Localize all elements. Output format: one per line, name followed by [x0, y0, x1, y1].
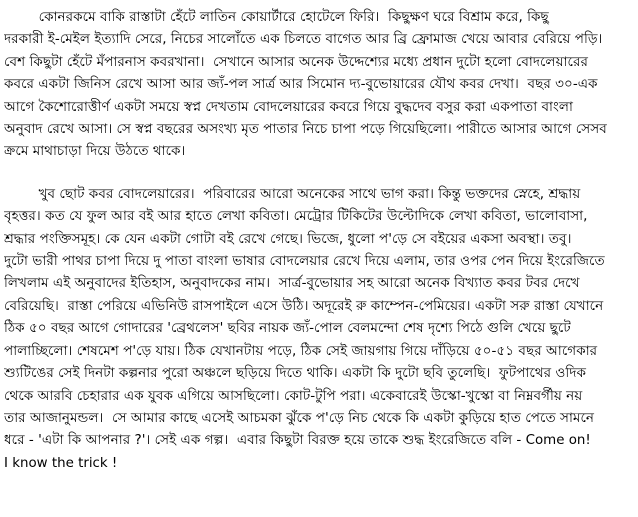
text-line-start: ধরে - 'এটা কি আপনার ?'। সেই এক গল্প। এবার কিছুটা বিরক্ত হয়ে তাকে শুদ্ধ ইংরেজিতে বলি -: [4, 432, 526, 449]
english-phrase: Come on!: [525, 433, 591, 449]
text-line: অনুবাদ রেখে আসা। সে স্বপ্ন বছরের অসংখ্য মৃত পাতার নিচে চাপা পড়ে গিয়েছিলো। পারীতে আসার আগে সেসব: [4, 121, 607, 138]
text-line: ক্রমে মাথাচাড়া দিয়ে উঠতে থাকে।: [4, 143, 186, 160]
text-line: শ্যুটিঙের সেই দিনটা কল্পনার পুরো অঞ্চলে ছড়িয়ে দিতে থাকি। একটা কি দুটো ছবি তুলেছি। ফুটপাথের ওদিক: [4, 365, 586, 382]
text-line: ঠিক ৫০ বছর আগে গোদারের 'ব্রেথলেস' ছবির নায়ক জ্যঁ-পোল বেলমন্দো শেষ দৃশ্যে পিঠে গুলি খেয়ে ছুটে: [4, 320, 571, 337]
text-line: থেকে আরবি চেহারার এক যুবক এগিয়ে আসছিলো। কোট-টুপি পরা। একেবারেই উস্কো-খুস্কো বা নিম্নবর্গীয় নয়: [4, 387, 583, 404]
text-line: দুটো ভারী পাথর চাপা দিয়ে দু পাতা বাংলা ভাষার বোদলেয়ার রেখে দিয়ে এলাম, তার ওপর পেন দিয়ে ইংরেজিতে: [4, 253, 605, 270]
text-line: শ্রদ্ধার পংক্তিসমূহ। কে যেন একটা গোটা বই রেখে গেছে। ভিজে, ধুলো প'ড়ে সে বইয়ের একসা অবস্থা। তবু।: [4, 230, 572, 247]
paragraph-1: [4, 6, 634, 163]
text-line: বৃহত্তর। কত যে ফুল আর বই আর হাতে লেখা কবিতা। মেট্রোর টিকিটের উল্টোদিকে লেখা কবিতা, ভালোবাসা,: [4, 208, 588, 225]
text-line: কোনরকমে বাকি রাস্তাটা হেঁটে লাতিন কোয়ার্টারে হোটেলে ফিরি। কিছুক্ষণ ঘরে বিশ্রাম করে, কিছু: [4, 9, 549, 25]
text-line: খুব ছোট কবর বোদলেয়ারের। পরিবারের আরো অনেকের সাথে ভাগ করা। কিন্তু ভক্তদের স্নেহে, শ্রদ্ধায়: [4, 185, 581, 202]
text-line: পালাচ্ছিলো। শেষমেশ প'ড়ে যায়। ঠিক যেখানটায় পড়ে, ঠিক সেই জায়গায় গিয়ে দাঁড়িয়ে ৫০-৫১ বছর আগেকার: [4, 342, 598, 359]
text-line: বেরিয়েছি। রাস্তা পেরিয়ে এভিনিউ রাসপাইলে এসে উঠি। অদূরেই রু কাম্পেন-পেমিয়ের। একটা সরু রাস্তা যেখানে: [4, 297, 604, 314]
text-line-with-english: [4, 429, 634, 452]
text-line: বেশ কিছুটা হেঁটে মঁপারনাস কবরখানা। সেখানে আসার অনেক উদ্দেশ্যের মধ্যে প্রধান দুটো হলো বোদলেয়ারের: [4, 53, 588, 70]
paragraph-2: [4, 183, 634, 475]
text-line: লিখলাম এই অনুবাদের ইতিহাস, অনুবাদকের নাম। সার্ত্র-বুভোয়ার সহ আরো অনেক বিখ্যাত কবর টবর দেখে: [4, 275, 580, 292]
english-line: I know the trick !: [4, 455, 118, 471]
text-line: আগে কৈশোরোত্তীর্ণ একটা সময়ে স্বপ্ন দেখতাম বোদলেয়ারের কবরে গিয়ে বুদ্ধদেব বসুর করা একপাতা বাংলা: [4, 98, 573, 115]
text-line: কবরে একটা জিনিস রেখে আসা আর জ্যঁ-পল সার্ত্র আর সিমোন দ্য-বুভোয়ারের যৌথ কবর দেখা। বছর ৩০-এক: [4, 76, 598, 93]
text-line: দরকারী ই-মেইল ইত্যাদি সেরে, নিচের সালোঁতে এক চিলতে বাগেত আর ব্রি ফ্রোমাজ খেয়ে আবার বেরিয়ে পড়ি।: [4, 31, 603, 48]
text-line: তার আজানুমন্ডল। সে আমার কাছে এসেই আচমকা ঝুঁকে প'ড়ে নিচ থেকে কি একটা কুড়িয়ে হাত পেতে সামনে: [4, 409, 595, 426]
